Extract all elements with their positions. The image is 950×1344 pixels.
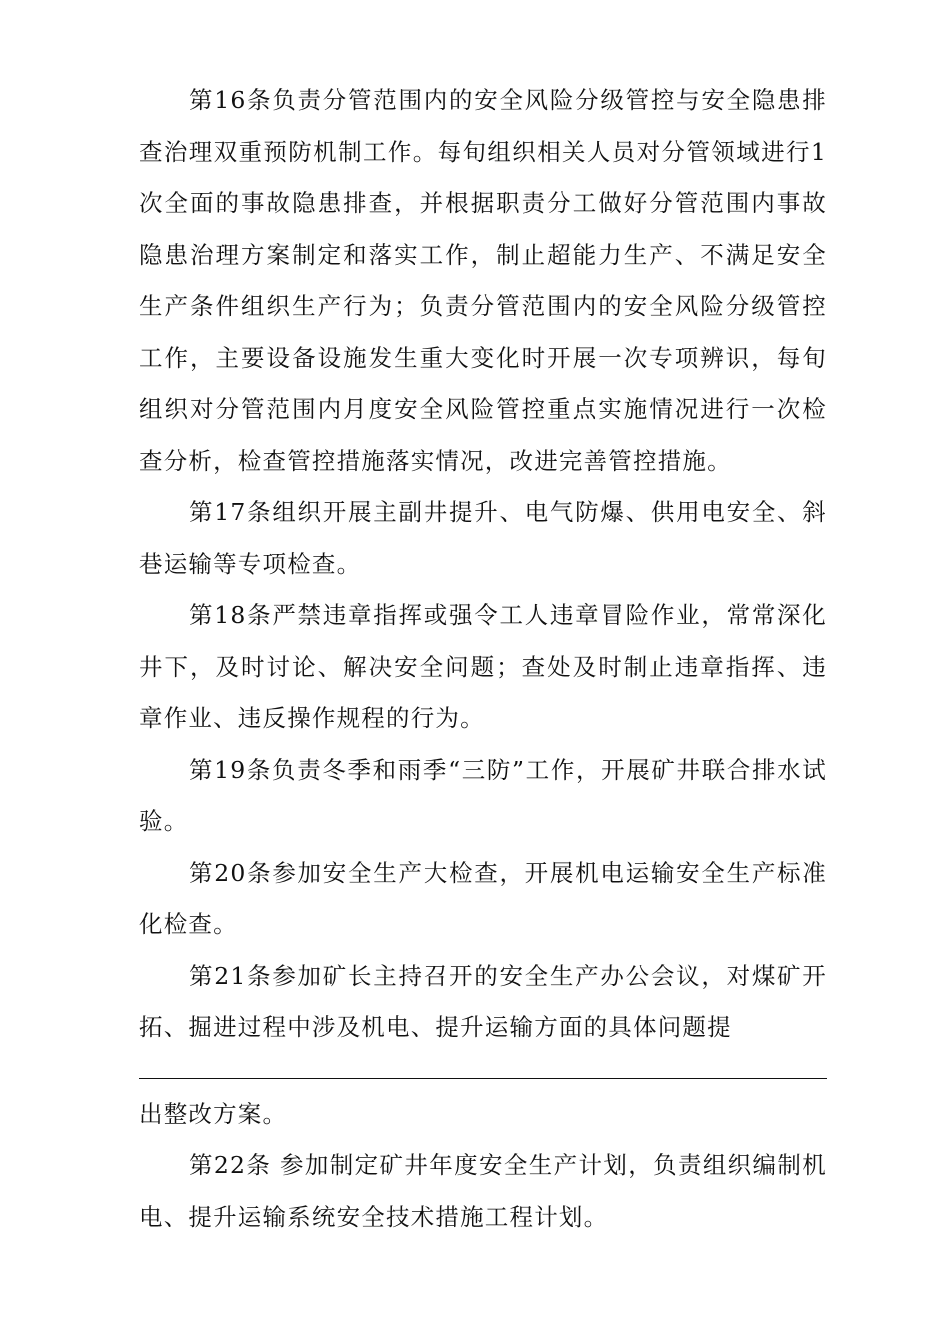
article-22-paragraph: 第22条 参加制定矿井年度安全生产计划，负责组织编制机电、提升运输系统安全技术措施工程计划。 [139, 1151, 827, 1231]
article-17-paragraph: 第17条组织开展主副井提升、电气防爆、供用电安全、斜巷运输等专项检查。 [139, 498, 827, 578]
article-16-paragraph: 第16条负责分管范围内的安全风险分级管控与安全隐患排查治理双重预防机制工作。每旬组织相关人员对分管领域进行1次全面的事故隐患排查，并根据职责分工做好分管范围内事故隐患治理方案制定和落实工作，制止超能力生产、不满足安全生产条件组织生产行为；负责分管范围内的安全风险分级管控工作，主要设备设施发生重大变化时开展一次专项辨识，每旬组织对分管范围内月度安全风险管控重点实施情况进行一次检查分析，检查管控措施落实情况，改进完善管控措施。 [139, 86, 827, 475]
article-20-paragraph: 第20条参加安全生产大检查，开展机电运输安全生产标准化检查。 [139, 858, 827, 938]
article-18-paragraph: 第18条严禁违章指挥或强令工人违章冒险作业，常常深化井下，及时讨论、解决安全问题；查处及时制止违章指挥、违章作业、违反操作规程的行为。 [139, 601, 827, 732]
article-21-paragraph: 第21条参加矿长主持召开的安全生产办公会议，对煤矿开拓、掘进过程中涉及机电、提升运输方面的具体问题提 [139, 961, 827, 1041]
page-break-divider [139, 1078, 827, 1079]
continued-section [139, 1089, 827, 1244]
article-19-paragraph: 第19条负责冬季和雨季“三防”工作，开展矿井联合排水试验。 [139, 755, 827, 835]
article-21-continuation: 出整改方案。 [139, 1099, 288, 1128]
document-page [139, 75, 827, 1243]
